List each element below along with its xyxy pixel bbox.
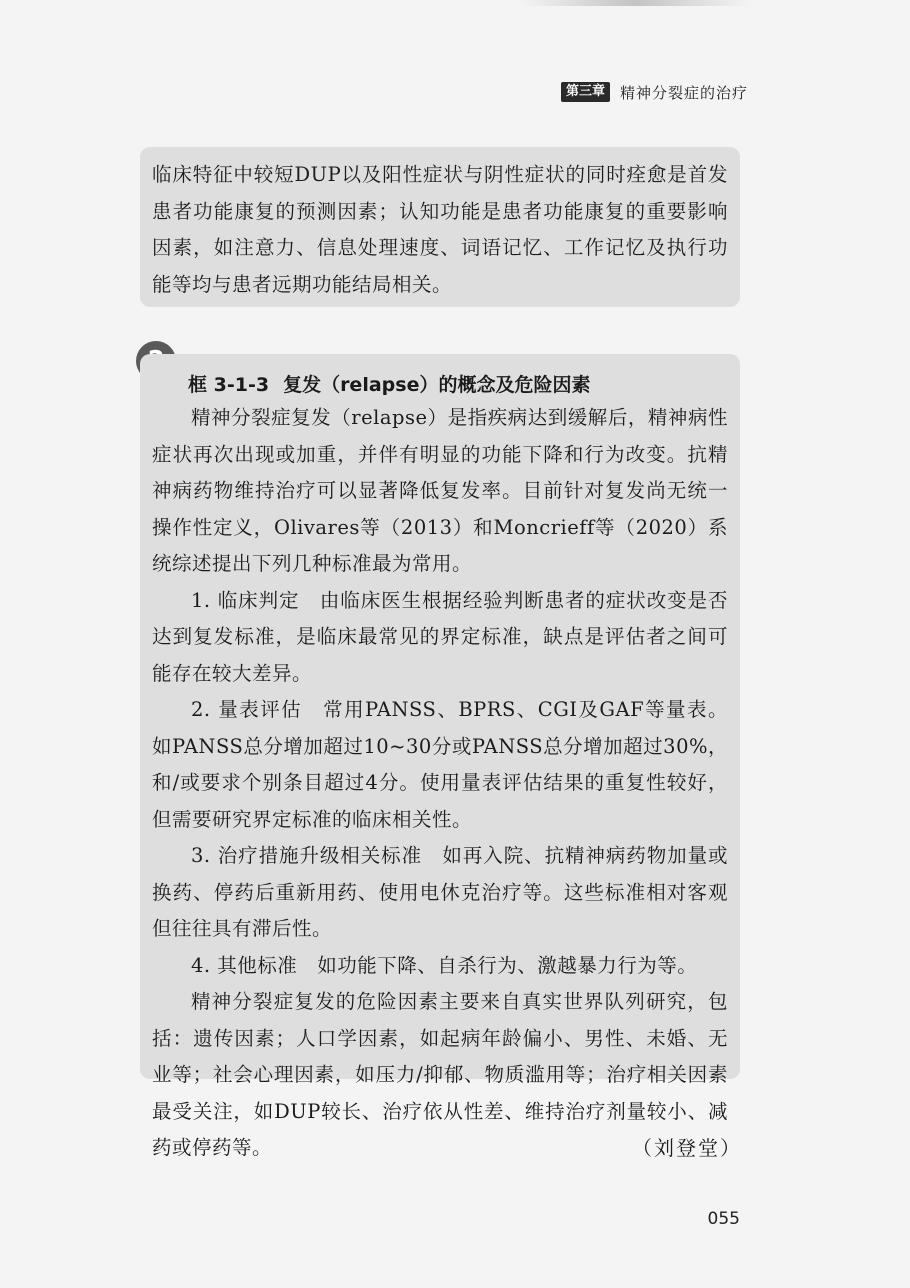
page-edge-shadow: [520, 0, 750, 6]
box-title-text: 复发（relapse）的概念及危险因素: [283, 374, 591, 396]
box-paragraph-criterion-2: 2. 量表评估 常用PANSS、BPRS、CGI及GAF等量表。如PANSS总分增加超过10~30分或PANSS总分增加超过30%，和/或要求个别条目超过4分。使用量表评估结果的重复性较好，但需要研究界定标准的临床相关性。: [152, 698, 729, 831]
box-paragraph-intro: 精神分裂症复发（relapse）是指疾病达到缓解后，精神病性症状再次出现或加重，并伴有明显的功能下降和行为改变。抗精神病药物维持治疗可以显著降低复发率。目前针对复发尚无统一操作性定义，Olivares等（2013）和Moncrieff等（2020）系统综述提出下列几种标准最为常用。: [152, 406, 728, 575]
box-paragraph-criterion-3: 3. 治疗措施升级相关标准 如再入院、抗精神病药物加量或换药、停药后重新用药、使用电休克治疗等。这些标准相对客观但往往具有滞后性。: [152, 844, 728, 940]
running-header: [561, 80, 748, 104]
chapter-tag: 第三章: [561, 82, 610, 102]
summary-paragraph: 临床特征中较短DUP以及阳性症状与阴性症状的同时痊愈是首发患者功能康复的预测因素；认知功能是患者功能康复的重要影响因素，如注意力、信息处理速度、词语记忆、工作记忆及执行功能等均与患者远期功能结局相关。: [152, 163, 728, 296]
box-paragraph-criterion-1: 1. 临床判定 由临床医生根据经验判断患者的症状改变是否达到复发标准，是临床最常见的界定标准，缺点是评估者之间可能存在较大差异。: [152, 588, 728, 685]
page-number: 055: [707, 1209, 740, 1229]
box-title: [188, 370, 728, 400]
author-attribution: （刘登堂）: [632, 1136, 742, 1160]
summary-box: [140, 147, 740, 307]
box-title-number: 框 3-1-3: [188, 374, 270, 396]
chapter-title: 精神分裂症的治疗: [619, 83, 748, 102]
box-paragraph-criterion-4: 4. 其他标准 如功能下降、自杀行为、激越暴力行为等。: [191, 953, 698, 977]
box-paragraph-risk-factors: 精神分裂症复发的危险因素主要来自真实世界队列研究，包括：遗传因素；人口学因素，如起病年龄偏小、男性、未婚、无业等；社会心理因素，如压力/抑郁、物质滥用等；治疗相关因素最受关注，如DUP较长、治疗依从性差、维持治疗剂量较小、减药或停药等。: [152, 990, 728, 1159]
